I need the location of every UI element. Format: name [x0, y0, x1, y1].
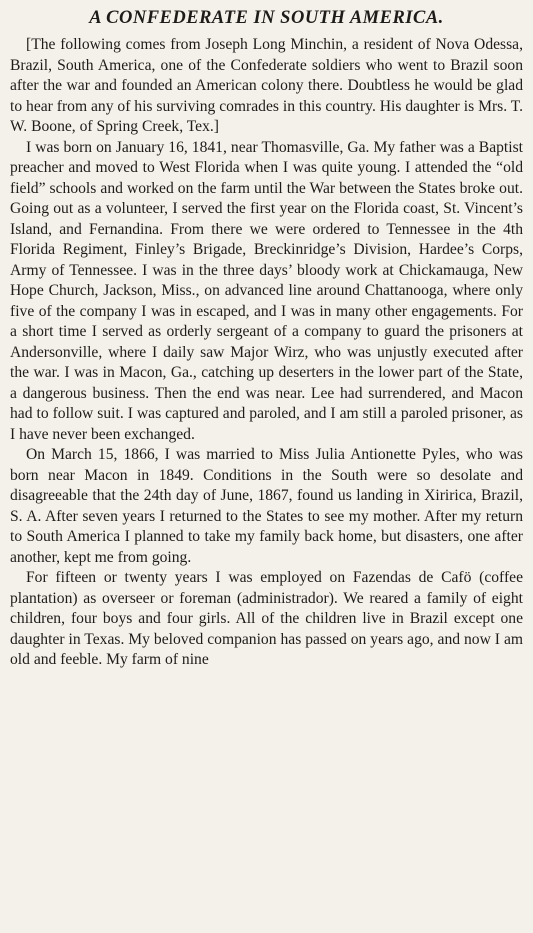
body-paragraph-1: I was born on January 16, 1841, near Thomasville, Ga. My father was a Baptist preacher and moved to West Florida when I was quite young. I attended the “old field” schools and worked on the farm until the War between the States broke out. Going out as a volunteer, I served the first year on the Florida coast, St. Vincent’s Island, and Fernandina. From there we were ordered to Tennessee in the 4th Florida Regiment, Finley’s Brigade, Breckinridge’s Division, Hardee’s Corps, Army of Tennessee. I was in the three days’ bloody work at Chickamauga, New Hope Church, Jackson, Miss., on advanced line around Chattanooga, where only five of the company I was in escaped, and I was in many other engagements. For a short time I served as orderly sergeant of a company to guard the prisoners at Andersonville, where I daily saw Major Wirz, who was unjustly executed after the war. I was in Macon, Ga., catching up deserters in the lower part of the State, a dangerous business. Then the end was near. Lee had surrendered, and Macon had to follow suit. I was captured and paroled, and I am still a paroled prisoner, as I have never been exchanged.: [10, 138, 523, 443]
editor-note-paragraph: [The following comes from Joseph Long Minchin, a resident of Nova Odessa, Brazil, South America, one of the Confederate soldiers who went to Brazil soon after the war and founded an American colony there. Doubtless he would be glad to hear from any of his surviving comrades in this country. His daughter is Mrs. T. W. Boone, of Spring Creek, Tex.]: [10, 36, 523, 135]
article-title: A CONFEDERATE IN SOUTH AMERICA.: [89, 8, 444, 28]
body-paragraph-3: For fifteen or twenty years I was employed on Fazendas de Cafö (coffee plantation) as overseer or foreman (administrador). We reared a family of eight children, four boys and four girls. All of the children live in Brazil except one daughter in Texas. My beloved companion has passed on years ago, and now I am old and feeble. My farm of nine: [10, 569, 523, 668]
body-paragraph-2: On March 15, 1866, I was married to Miss Julia Antionette Pyles, who was born near Macon in 1849. Conditions in the South were so desolate and disagreeable that the 24th day of June, 1867, found us landing in Xiririca, Brazil, S. A. After seven years I returned to the States to see my mother. After my return to South America I planned to take my family back home, but disasters, one after another, kept me from going.: [10, 446, 523, 566]
